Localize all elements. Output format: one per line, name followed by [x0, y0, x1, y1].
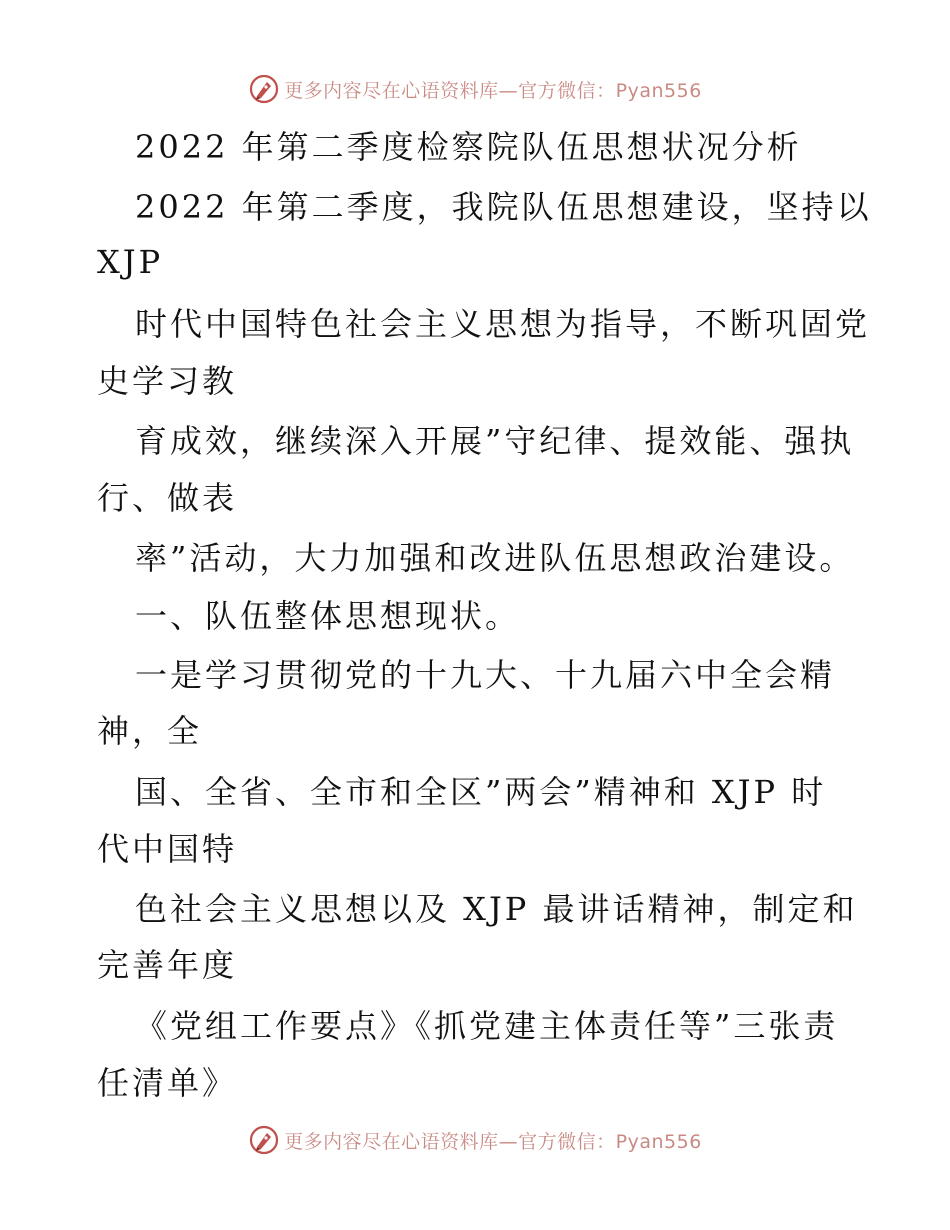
paragraph-line: 行、做表: [97, 479, 238, 517]
paragraph-line: 史学习教: [97, 362, 238, 400]
paragraph-line: 代中国特: [97, 830, 238, 868]
paragraph-line: XJP: [97, 243, 164, 281]
pen-nib-logo-icon: [248, 1124, 280, 1156]
paragraph-line: 率”活动，大力加强和改进队伍思想政治建设。: [135, 539, 855, 577]
paragraph-line: 色社会主义思想以及 XJP 最讲话精神，制定和: [135, 890, 858, 928]
paragraph-line: 时代中国特色社会主义思想为指导，不断巩固党: [135, 305, 871, 343]
section-heading: 一、队伍整体思想现状。: [135, 597, 521, 635]
paragraph-line: 2022 年第二季度，我院队伍思想建设，坚持以: [135, 188, 872, 226]
paragraph-line: 神，全: [97, 712, 203, 750]
watermark-text: 更多内容尽在心语资料库—官方微信：Pyan556: [284, 1130, 702, 1153]
paragraph-line: 完善年度: [97, 946, 238, 984]
watermark-text: 更多内容尽在心语资料库—官方微信：Pyan556: [284, 79, 702, 102]
document-title: 2022 年第二季度检察院队伍思想状况分析: [135, 128, 802, 166]
footer-watermark: [0, 1123, 950, 1157]
paragraph-line: 育成效，继续深入开展”守纪律、提效能、强执: [135, 422, 855, 460]
paragraph-line: 《党组工作要点》《抓党建主体责任等”三张责: [135, 1007, 839, 1045]
paragraph-line: 国、全省、全市和全区”两会”精神和 XJP 时: [135, 773, 827, 811]
paragraph-line: 任清单》: [97, 1064, 238, 1102]
paragraph-line: 一是学习贯彻党的十九大、十九届六中全会精: [135, 656, 836, 694]
